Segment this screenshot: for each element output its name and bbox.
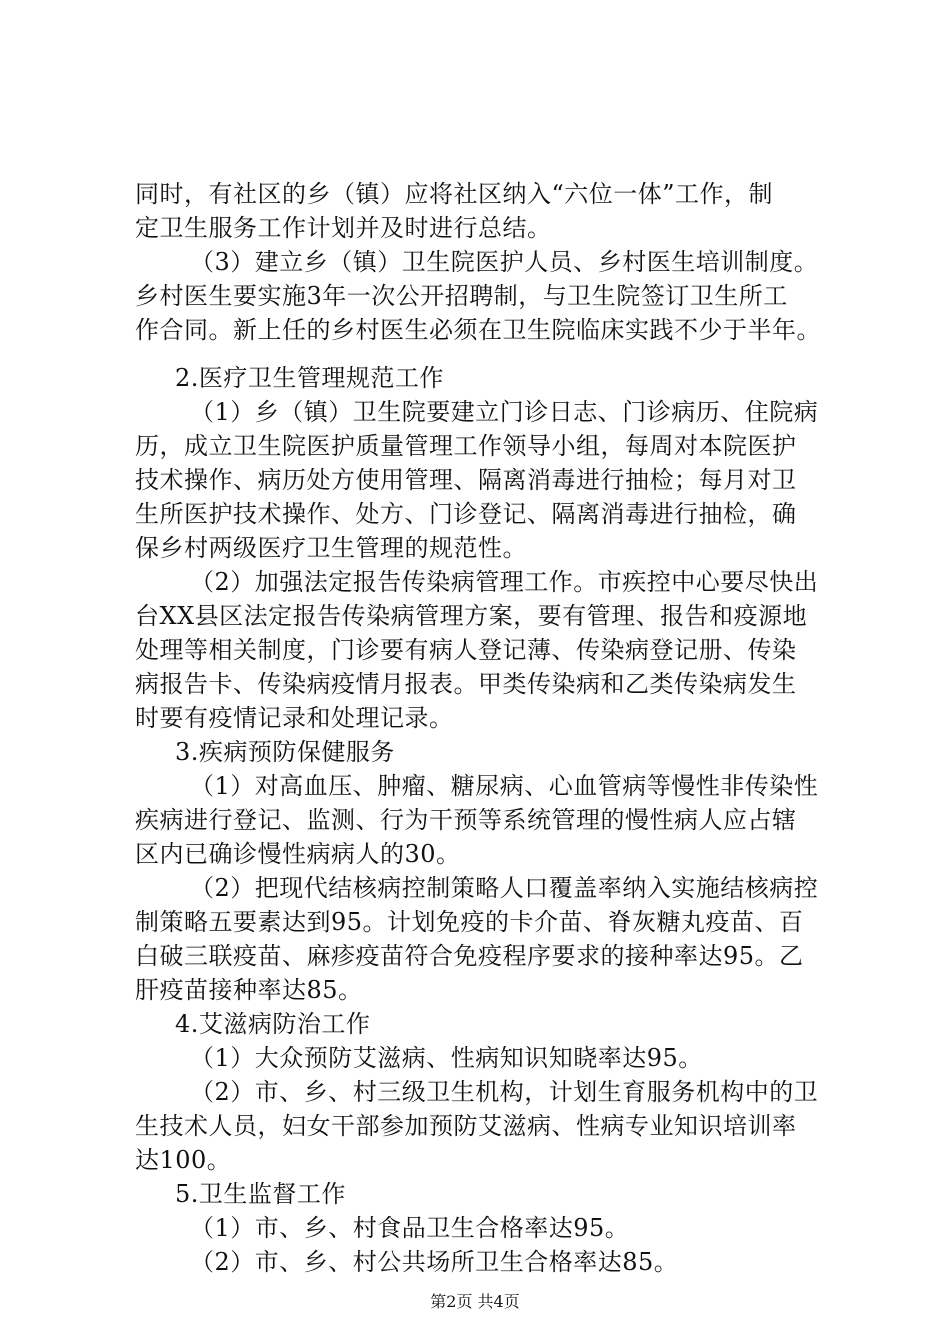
text-line: （2）加强法定报告传染病管理工作。市疾控中心要尽快出 [190, 568, 819, 596]
text-line: （1）大众预防艾滋病、性病知识知晓率达95。 [190, 1044, 703, 1072]
text-line: 达100。 [135, 1146, 232, 1174]
text-line: （2）把现代结核病控制策略人口覆盖率纳入实施结核病控 [190, 874, 819, 902]
section-heading: 2.医疗卫生管理规范工作 [175, 364, 444, 392]
text-line: （2）市、乡、村公共场所卫生合格率达85。 [190, 1248, 679, 1276]
text-line: 生所医护技术操作、处方、门诊登记、隔离消毒进行抽检，确 [135, 500, 797, 528]
text-line: （1）对高血压、肿瘤、糖尿病、心血管病等慢性非传染性 [190, 772, 819, 800]
text-line: （3）建立乡（镇）卫生院医护人员、乡村医生培训制度。 [190, 248, 819, 276]
text-line: （1）乡（镇）卫生院要建立门诊日志、门诊病历、住院病 [190, 398, 819, 426]
section-heading: 4.艾滋病防治工作 [175, 1010, 371, 1038]
section-heading: 3.疾病预防保健服务 [175, 738, 395, 766]
page-footer: 第2页 共4页 [430, 1292, 520, 1311]
text-line: 技术操作、病历处方使用管理、隔离消毒进行抽检；每月对卫 [135, 466, 797, 494]
text-line: 保乡村两级医疗卫生管理的规范性。 [135, 534, 527, 562]
text-line: 疾病进行登记、监测、行为干预等系统管理的慢性病人应占辖 [135, 806, 797, 834]
text-line: 时要有疫情记录和处理记录。 [135, 704, 454, 732]
text-line: 乡村医生要实施3年一次公开招聘制，与卫生院签订卫生所工 [135, 282, 788, 310]
text-line: 历，成立卫生院医护质量管理工作领导小组，每周对本院医护 [135, 432, 797, 460]
section-heading: 5.卫生监督工作 [175, 1180, 346, 1208]
text-line: 肝疫苗接种率达85。 [135, 976, 363, 1004]
text-line: 台XX县区法定报告传染病管理方案，要有管理、报告和疫源地 [135, 602, 808, 630]
text-line: （2）市、乡、村三级卫生机构，计划生育服务机构中的卫 [190, 1078, 819, 1106]
text-line: （1）市、乡、村食品卫生合格率达95。 [190, 1214, 630, 1242]
text-line: 同时，有社区的乡（镇）应将社区纳入“六位一体”工作，制 [135, 180, 774, 208]
text-line: 处理等相关制度，门诊要有病人登记薄、传染病登记册、传染 [135, 636, 797, 664]
text-line: 病报告卡、传染病疫情月报表。甲类传染病和乙类传染病发生 [135, 670, 797, 698]
text-line: 定卫生服务工作计划并及时进行总结。 [135, 214, 552, 242]
text-line: 作合同。新上任的乡村医生必须在卫生院临床实践不少于半年。 [135, 316, 821, 344]
text-line: 白破三联疫苗、麻疹疫苗符合免疫程序要求的接种率达95。乙 [135, 942, 804, 970]
text-line: 制策略五要素达到95。计划免疫的卡介苗、脊灰糖丸疫苗、百 [135, 908, 804, 936]
text-line: 区内已确诊慢性病病人的30。 [135, 840, 461, 868]
text-line: 生技术人员，妇女干部参加预防艾滋病、性病专业知识培训率 [135, 1112, 797, 1140]
